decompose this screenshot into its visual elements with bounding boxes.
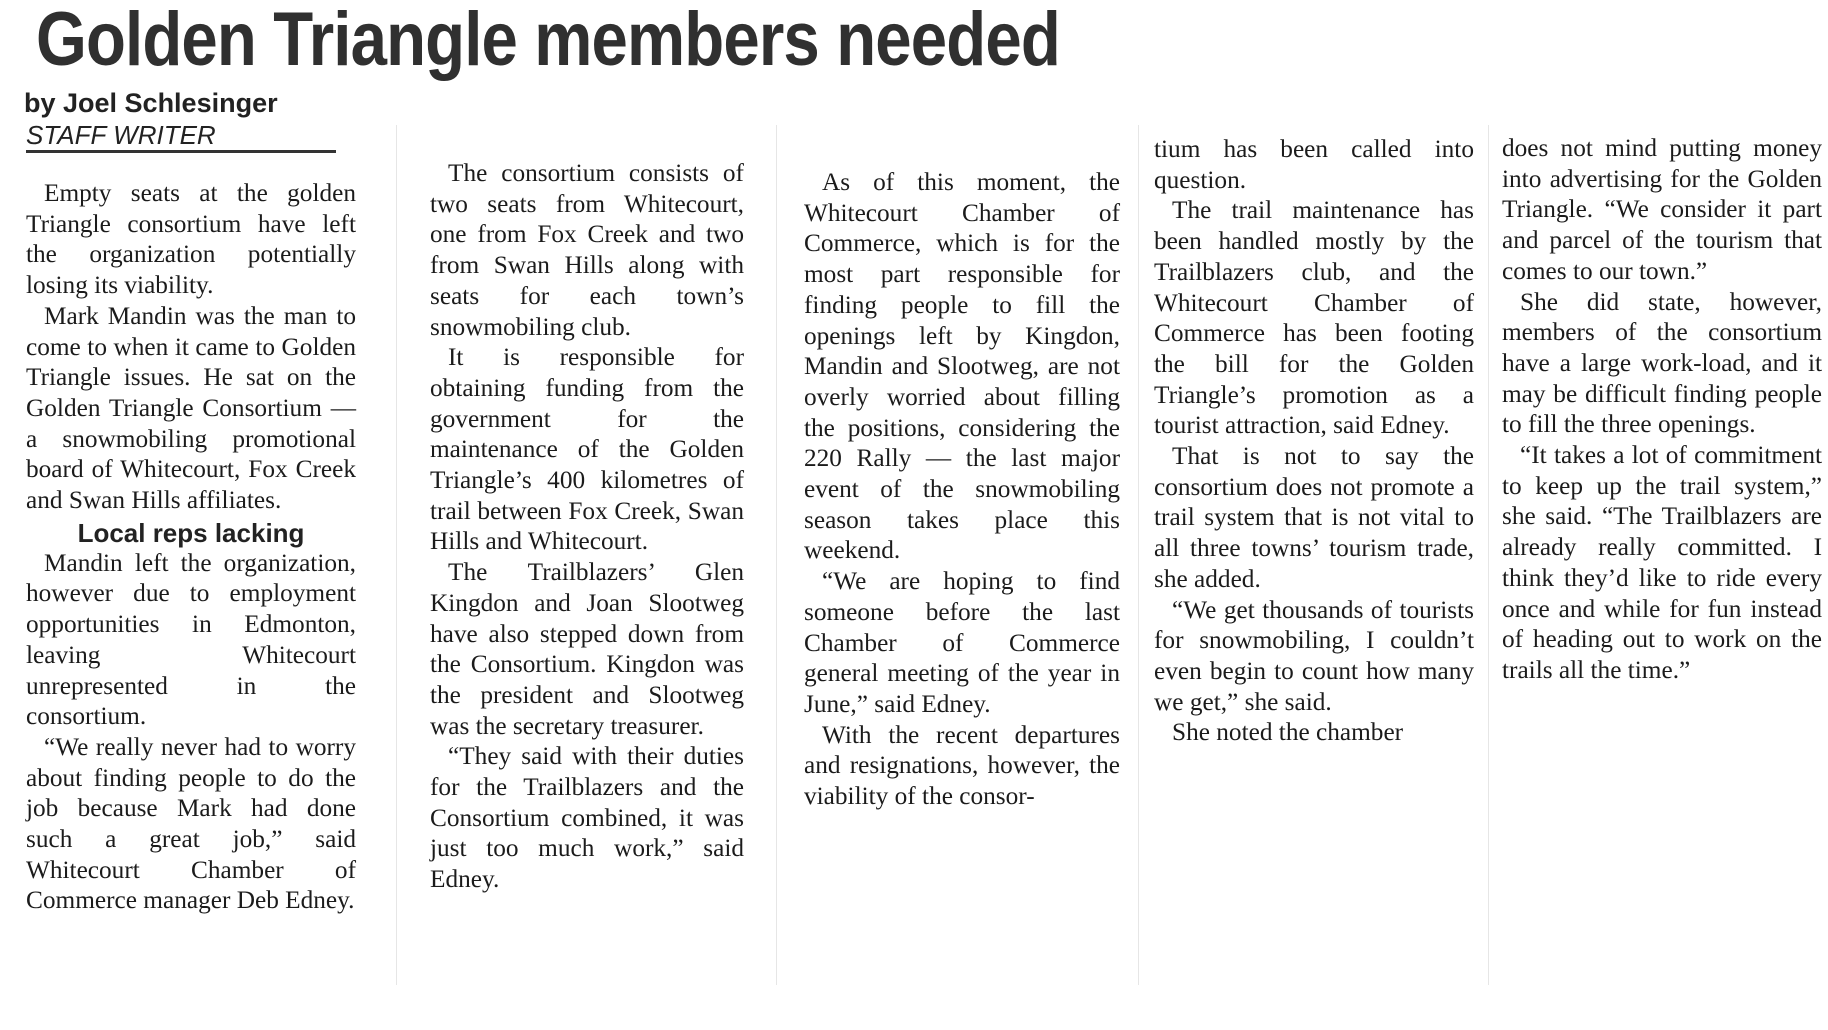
paragraph: “It takes a lot of commitment to keep up the trail system,” she said. “The Trailblazers are already really committed. I think they’d like to ride every once and while for fun instead of heading out to work on the trails all the time.” bbox=[1502, 441, 1822, 684]
article-column-4 bbox=[1154, 134, 1474, 748]
article-column-1 bbox=[26, 178, 356, 916]
column-divider bbox=[396, 125, 397, 985]
column-divider bbox=[1138, 125, 1139, 985]
paragraph: The consortium consists of two seats from Whitecourt, one from Fox Creek and two from Swan Hills along with seats for each town’s snowmobiling club. bbox=[430, 159, 744, 341]
paragraph: “We are hoping to find someone before the last Chamber of Commerce general meeting of the year in June,” said Edney. bbox=[804, 567, 1120, 718]
paragraph: does not mind putting money into advertising for the Golden Triangle. “We consider it part and parcel of the tourism that comes to our town.” bbox=[1502, 134, 1822, 285]
article-column-3 bbox=[804, 167, 1120, 812]
paragraph: As of this moment, the Whitecourt Chamber of Commerce, which is for the most part responsible for finding people to fill the openings left by Kingdon, Mandin and Slootweg, are not overly worried about filling the positions, considering the 220 Rally — the last major event of the snowmobiling season takes place this weekend. bbox=[804, 168, 1120, 565]
paragraph: That is not to say the consortium does not promote a trail system that is not vital to all three towns’ tourism trade, she added. bbox=[1154, 442, 1474, 593]
paragraph: The trail maintenance has been handled mostly by the Trailblazers club, and the Whitecourt Chamber of Commerce has been footing the bill for the Golden Triangle’s promotion as a tourist attraction, said Edney. bbox=[1154, 196, 1474, 440]
paragraph: Mandin left the organization, however due to employment opportunities in Edmonton, leaving Whitecourt unrepresented in the consortium. bbox=[26, 548, 356, 731]
column-divider bbox=[776, 125, 777, 985]
paragraph: Mark Mandin was the man to come to when it came to Golden Triangle issues. He sat on the Golden Triangle Consortium — a snowmobiling promotional board of Whitecourt, Fox Creek and Swan Hills affiliates. bbox=[26, 301, 356, 515]
paragraph: She noted the chamber bbox=[1172, 718, 1404, 747]
paragraph: tium has been called into question. bbox=[1154, 135, 1474, 194]
paragraph: The Trailblazers’ Glen Kingdon and Joan Slootweg have also stepped down from the Consortium. Kingdon was the president and Slootweg was the secretary treasurer. bbox=[430, 558, 744, 740]
paragraph: “We really never had to worry about finding people to do the job because Mark had done such a great job,” said Whitecourt Chamber of Commerce manager Deb Edney. bbox=[26, 732, 356, 915]
byline-role: STAFF WRITER bbox=[26, 120, 336, 153]
byline: by Joel Schlesinger bbox=[24, 88, 278, 118]
paragraph: With the recent departures and resignations, however, the viability of the consor- bbox=[804, 720, 1120, 811]
column-divider bbox=[1488, 125, 1489, 985]
article-column-5 bbox=[1502, 133, 1822, 686]
paragraph: “We get thousands of tourists for snowmobiling, I couldn’t even begin to count how many we get,” she said. bbox=[1154, 595, 1474, 716]
article-column-2 bbox=[430, 158, 744, 895]
paragraph: She did state, however, members of the consortium have a large work-load, and it may be difficult finding people to fill the three openings. bbox=[1502, 287, 1822, 439]
paragraph: Empty seats at the golden Triangle consortium have left the organization potentially losing its viability. bbox=[26, 179, 356, 300]
paragraph: “They said with their duties for the Trailblazers and the Consortium combined, it was just too much work,” said Edney. bbox=[430, 742, 744, 894]
subheading: Local reps lacking bbox=[77, 517, 305, 548]
paragraph: It is responsible for obtaining funding from the government for the maintenance of the Golden Triangle’s 400 kilometres of trail between Fox Creek, Swan Hills and Whitecourt. bbox=[430, 343, 744, 556]
headline: Golden Triangle members needed bbox=[36, 0, 1060, 82]
